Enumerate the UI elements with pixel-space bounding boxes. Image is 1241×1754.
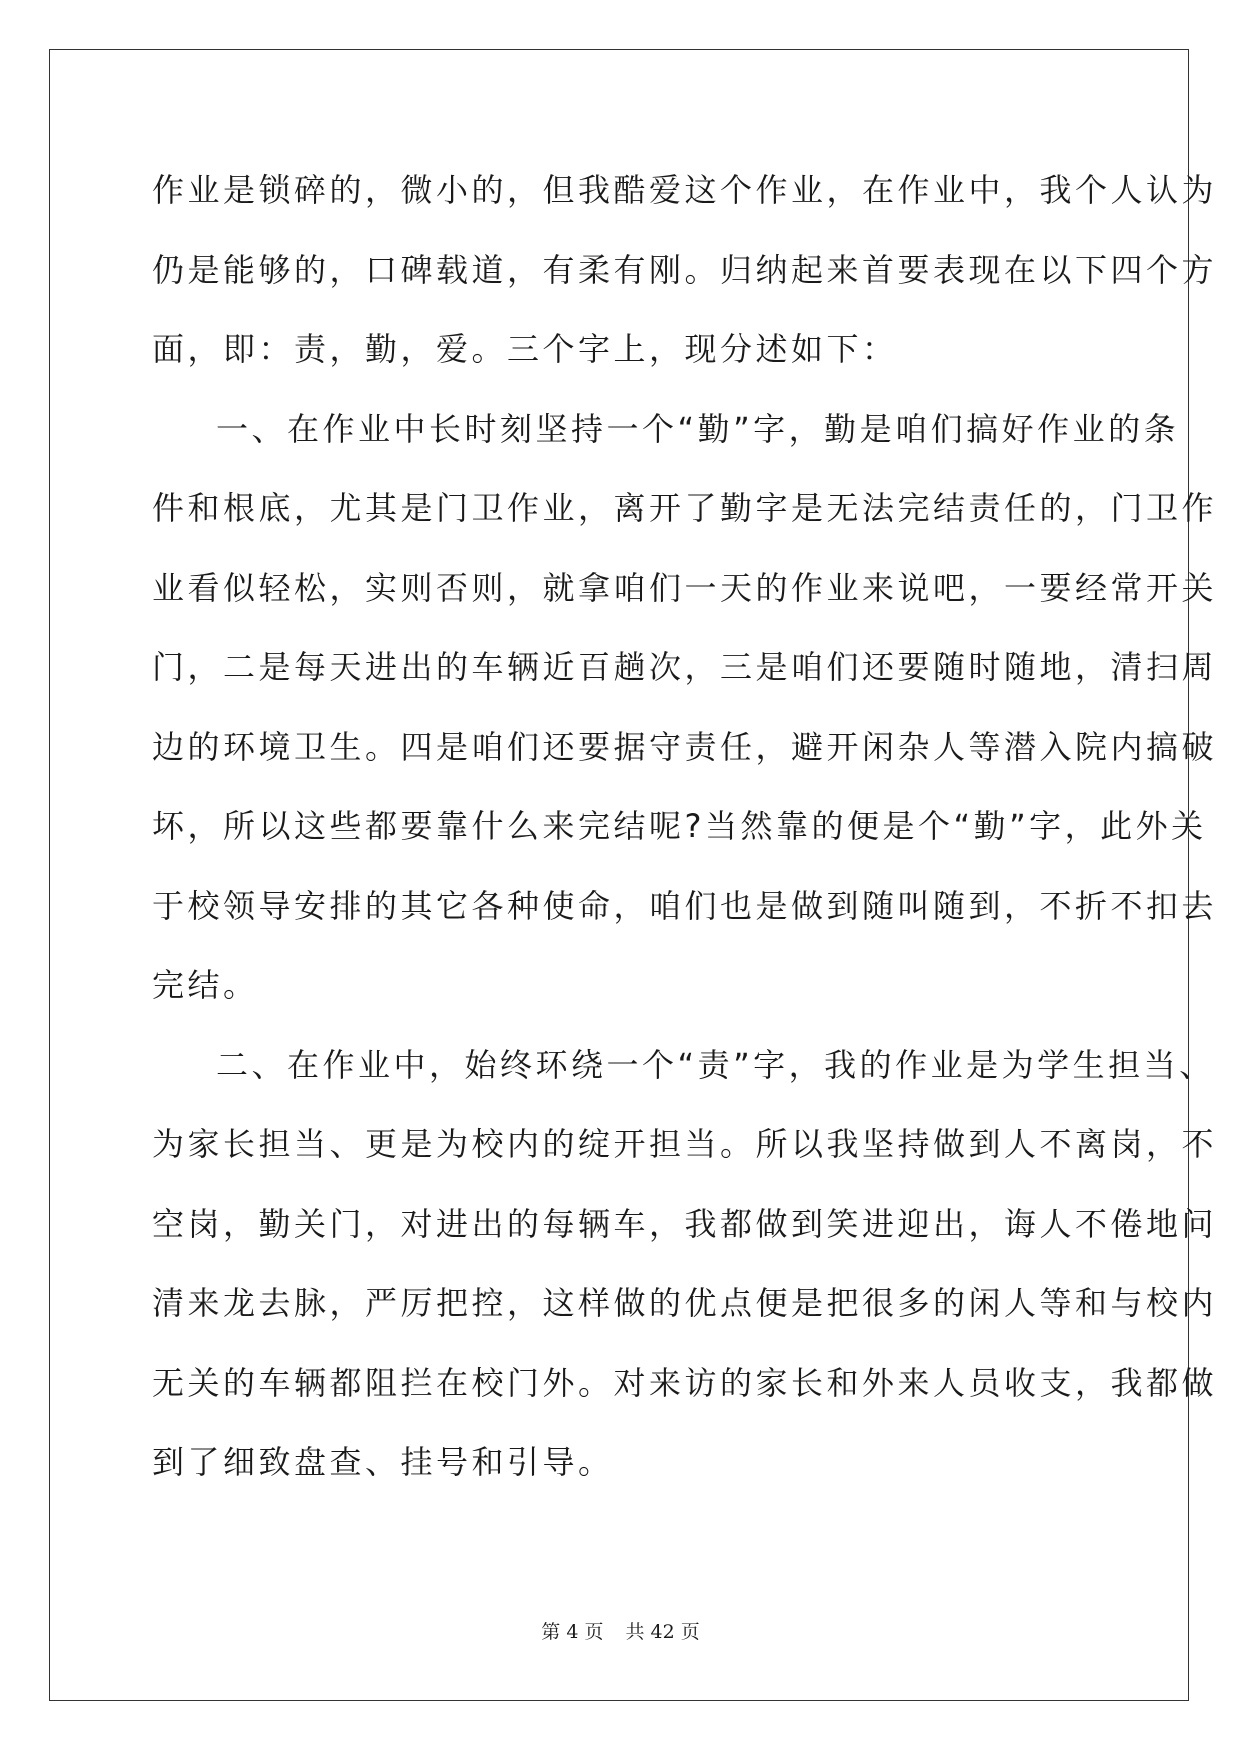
text-line: 于校领导安排的其它各种使命，咱们也是做到随叫随到，不折不扣去 bbox=[152, 886, 1218, 925]
text-line: 到了细致盘查、挂号和引导。 bbox=[152, 1443, 614, 1481]
text-line: 业看似轻松，实则否则，就拿咱们一天的作业来说吧，一要经常开关 bbox=[152, 568, 1218, 607]
text-line: 坏，所以这些都要靠什么来完结呢?当然靠的便是个“勤”字，此外关 bbox=[152, 807, 1207, 845]
text-line: 仍是能够的，口碑载道，有柔有刚。归纳起来首要表现在以下四个方 bbox=[152, 250, 1218, 289]
text-line: 完结。 bbox=[152, 966, 259, 1004]
text-line: 空岗，勤关门，对进出的每辆车，我都做到笑进迎出，诲人不倦地问 bbox=[152, 1204, 1218, 1243]
document-body bbox=[152, 160, 1218, 1512]
text-line: 边的环境卫生。四是咱们还要据守责任，避开闲杂人等潜入院内搞破 bbox=[152, 727, 1218, 766]
text-line: 门，二是每天进出的车辆近百趟次，三是咱们还要随时随地，清扫周 bbox=[152, 648, 1218, 686]
text-line: 作业是锁碎的，微小的，但我酷爱这个作业，在作业中，我个人认为 bbox=[152, 171, 1218, 209]
text-line: 为家长担当、更是为校内的绽开担当。所以我坚持做到人不离岗，不 bbox=[152, 1125, 1218, 1163]
text-line: 件和根底，尤其是门卫作业，离开了勤字是无法完结责任的，门卫作 bbox=[152, 489, 1218, 527]
paragraph-start-line: 二、在作业中，始终环绕一个“责”字，我的作业是为学生担当、 bbox=[216, 1045, 1215, 1084]
page-footer bbox=[0, 1617, 1241, 1644]
text-line: 清来龙去脉，严厉把控，这样做的优点便是把很多的闲人等和与校内 bbox=[152, 1284, 1218, 1322]
paragraph-start-line: 一、在作业中长时刻坚持一个“勤”字，勤是咱们搞好作业的条 bbox=[216, 409, 1180, 448]
page-number: 第 4 页 bbox=[541, 1621, 604, 1643]
text-line: 无关的车辆都阻拦在校门外。对来访的家长和外来人员收支，我都做 bbox=[152, 1363, 1218, 1402]
total-pages: 共 42 页 bbox=[625, 1621, 700, 1643]
text-line: 面，即：责，勤，爱。三个字上，现分述如下： bbox=[152, 330, 898, 368]
